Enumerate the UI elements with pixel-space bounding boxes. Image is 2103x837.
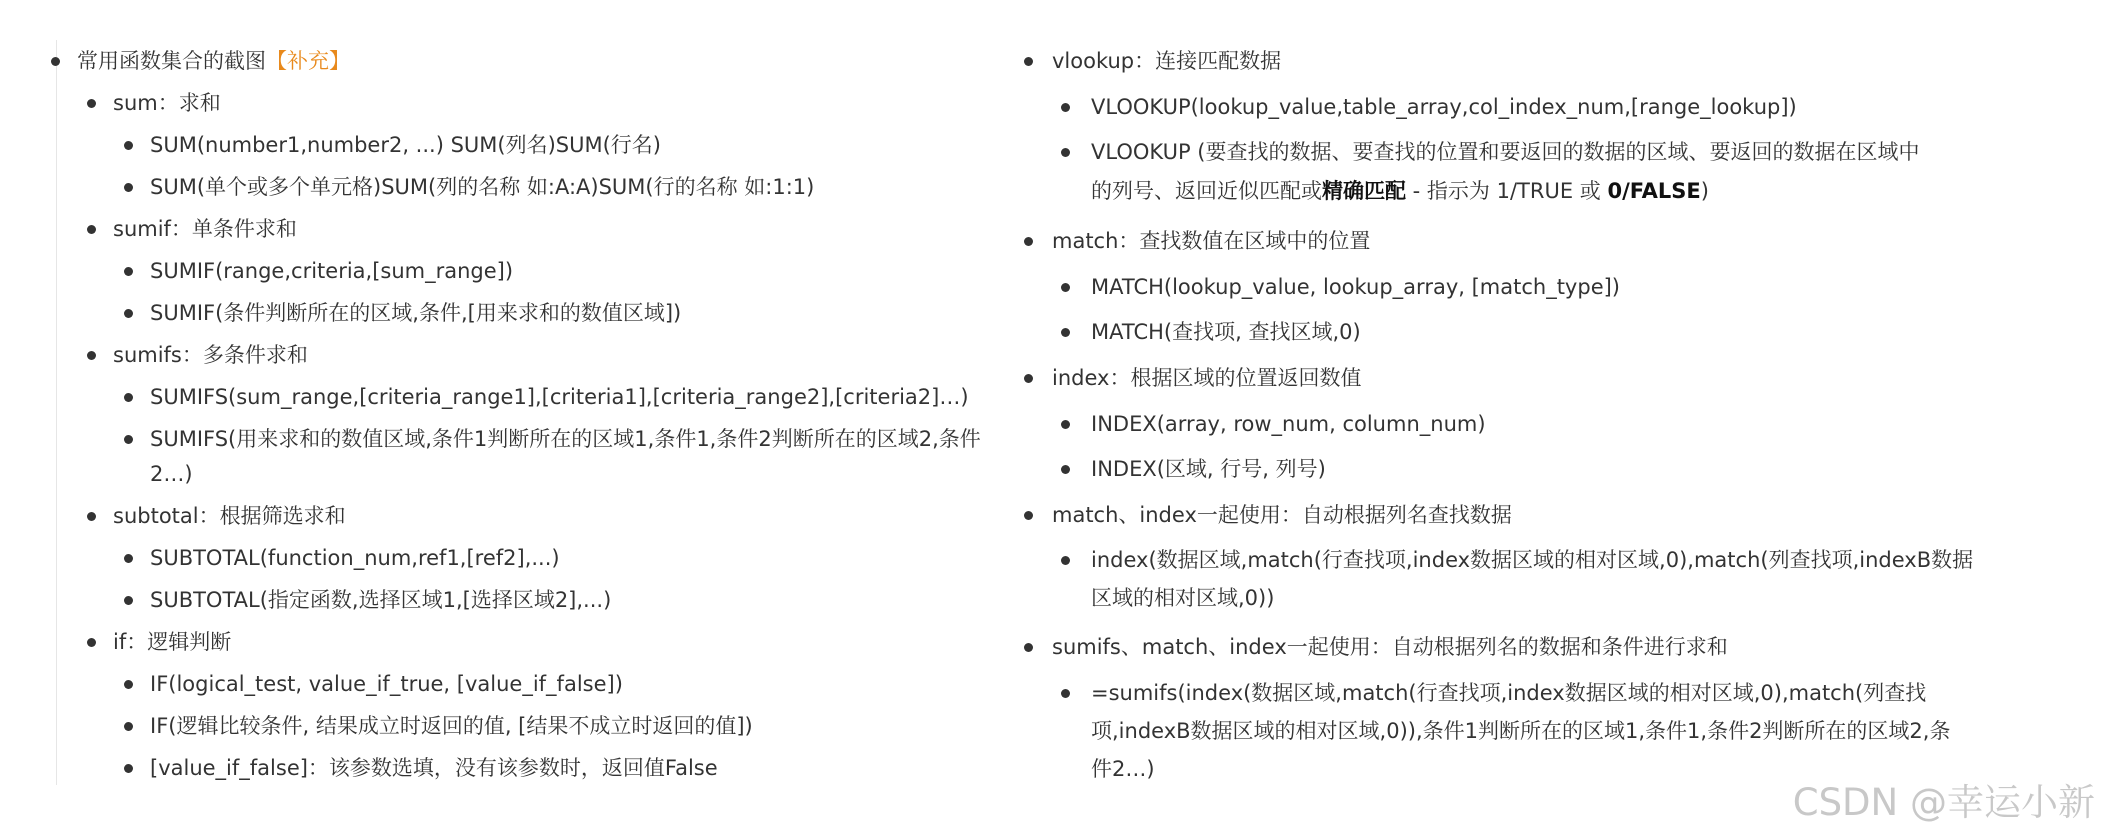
list-item: INDEX(array, row_num, column_num) bbox=[1091, 412, 1486, 436]
bullet-icon bbox=[124, 680, 133, 689]
bold-text: 精确匹配 bbox=[1322, 179, 1406, 203]
bullet-icon bbox=[1061, 420, 1070, 429]
bullet-icon bbox=[1061, 328, 1070, 337]
bullet-icon bbox=[1061, 556, 1070, 565]
list-item: VLOOKUP (要查找的数据、要查找的位置和要返回的数据的区域、要返回的数据在区域中 bbox=[1091, 140, 1920, 164]
bullet-icon bbox=[1024, 237, 1033, 246]
match-header: match：查找数值在区域中的位置 bbox=[1052, 229, 1371, 253]
bullet-icon bbox=[1061, 103, 1070, 112]
vlookup-header: vlookup：连接匹配数据 bbox=[1052, 49, 1282, 73]
list-item: =sumifs(index(数据区域,match(行查找项,index数据区域的相对区域,0),match(列查找 bbox=[1091, 681, 1927, 705]
list-item: IF(逻辑比较条件, 结果成立时返回的值, [结果不成立时返回的值]) bbox=[150, 714, 753, 738]
sumif-header: sumif：单条件求和 bbox=[113, 217, 297, 241]
indent-guide-line bbox=[56, 40, 57, 785]
sumifs-match-index-header: sumifs、match、index一起使用：自动根据列名的数据和条件进行求和 bbox=[1052, 635, 1728, 659]
list-item: index(数据区域,match(行查找项,index数据区域的相对区域,0),match(列查找项,indexB数据 bbox=[1091, 548, 1974, 572]
bold-text: 0/FALSE bbox=[1607, 179, 1701, 203]
list-item: SUMIFS(sum_range,[criteria_range1],[criteria1],[criteria_range2],[criteria2]…) bbox=[150, 385, 969, 409]
list-item-continuation: 2…) bbox=[150, 462, 193, 486]
bullet-icon bbox=[87, 351, 96, 360]
list-item: SUM(单个或多个单元格)SUM(列的名称 如:A:A)SUM(行的名称 如:1:1) bbox=[150, 175, 815, 199]
bullet-icon bbox=[87, 512, 96, 521]
bullet-icon bbox=[124, 141, 133, 150]
bullet-icon bbox=[1024, 57, 1033, 66]
text-run: 的列号、返回近似匹配或 bbox=[1091, 179, 1322, 203]
section-title-accent: 【补充】 bbox=[266, 49, 350, 73]
if-header: if：逻辑判断 bbox=[113, 630, 232, 654]
bullet-icon bbox=[1024, 511, 1033, 520]
text-run: - 指示为 1/TRUE 或 bbox=[1406, 179, 1608, 203]
list-item-continuation: 件2…) bbox=[1091, 757, 1155, 781]
bullet-icon bbox=[124, 393, 133, 402]
bullet-icon bbox=[124, 309, 133, 318]
bullet-icon bbox=[124, 554, 133, 563]
bullet-icon bbox=[124, 722, 133, 731]
list-item: SUMIFS(用来求和的数值区域,条件1判断所在的区域1,条件1,条件2判断所在的区域2,条件 bbox=[150, 427, 981, 451]
list-item: SUBTOTAL(指定函数,选择区域1,[选择区域2],...) bbox=[150, 588, 612, 612]
list-item: SUBTOTAL(function_num,ref1,[ref2],...) bbox=[150, 546, 560, 570]
subtotal-header: subtotal：根据筛选求和 bbox=[113, 504, 346, 528]
bullet-icon bbox=[1024, 643, 1033, 652]
bullet-icon bbox=[124, 183, 133, 192]
list-item: MATCH(查找项, 查找区域,0) bbox=[1091, 320, 1361, 344]
bullet-icon bbox=[124, 764, 133, 773]
list-item-continuation bbox=[1091, 176, 1709, 206]
bullet-icon bbox=[124, 596, 133, 605]
list-item: IF(logical_test, value_if_true, [value_if_false]) bbox=[150, 672, 623, 696]
section-title-text: 常用函数集合的截图 bbox=[77, 49, 266, 73]
text-run: ) bbox=[1700, 179, 1709, 203]
index-header: index：根据区域的位置返回数值 bbox=[1052, 366, 1362, 390]
bullet-icon bbox=[1024, 374, 1033, 383]
list-item: VLOOKUP(lookup_value,table_array,col_index_num,[range_lookup]) bbox=[1091, 95, 1797, 119]
bullet-icon bbox=[1061, 283, 1070, 292]
sumifs-header: sumifs：多条件求和 bbox=[113, 343, 308, 367]
match-index-header: match、index一起使用：自动根据列名查找数据 bbox=[1052, 503, 1512, 527]
bullet-icon bbox=[124, 267, 133, 276]
list-item-continuation: 项,indexB数据区域的相对区域,0)),条件1判断所在的区域1,条件1,条件2判断所在的区域2,条 bbox=[1091, 719, 1951, 743]
bullet-icon bbox=[51, 57, 60, 66]
watermark: CSDN @幸运小新 bbox=[1792, 781, 2095, 824]
bullet-icon bbox=[87, 225, 96, 234]
list-item: MATCH(lookup_value, lookup_array, [match_type]) bbox=[1091, 275, 1620, 299]
bullet-icon bbox=[87, 638, 96, 647]
bullet-icon bbox=[1061, 148, 1070, 157]
list-item-continuation: 区域的相对区域,0)) bbox=[1091, 586, 1275, 610]
bullet-icon bbox=[1061, 689, 1070, 698]
sum-header: sum：求和 bbox=[113, 91, 221, 115]
bullet-icon bbox=[1061, 465, 1070, 474]
list-item: SUM(number1,number2, ...) SUM(列名)SUM(行名) bbox=[150, 133, 661, 157]
bullet-icon bbox=[87, 99, 96, 108]
list-item: SUMIF(range,criteria,[sum_range]) bbox=[150, 259, 514, 283]
list-item: SUMIF(条件判断所在的区域,条件,[用来求和的数值区域]) bbox=[150, 301, 682, 325]
list-item: [value_if_false]：该参数选填，没有该参数时，返回值False bbox=[150, 756, 718, 780]
section-title bbox=[77, 46, 350, 76]
list-item: INDEX(区域, 行号, 列号) bbox=[1091, 457, 1326, 481]
bullet-icon bbox=[124, 435, 133, 444]
